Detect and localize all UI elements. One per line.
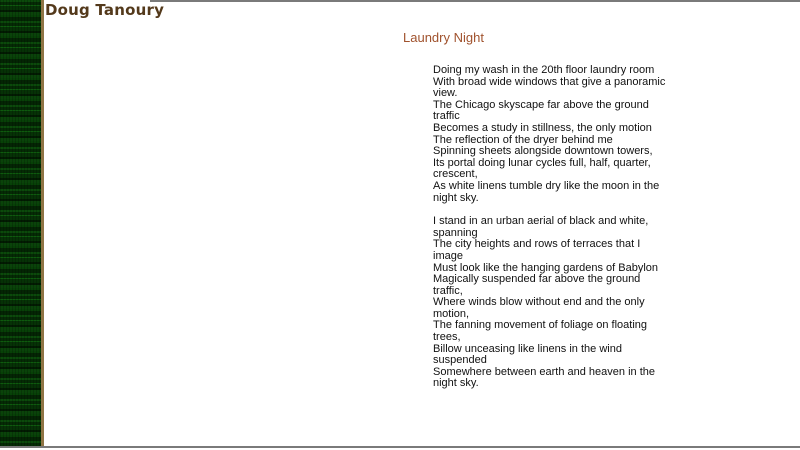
poem-line: The reflection of the dryer behind me bbox=[433, 133, 613, 146]
poem-line: Becomes a study in stillness, the only motion bbox=[433, 121, 652, 134]
top-frame-rule bbox=[150, 0, 800, 2]
poem-line: Magically suspended far above the ground bbox=[433, 273, 641, 286]
poem-line: The city heights and rows of terraces that I bbox=[433, 238, 641, 251]
poem-line: view. bbox=[433, 87, 458, 100]
poem-line: Where winds blow without end and the only bbox=[433, 296, 645, 309]
poem-line: Doing my wash in the 20th floor laundry room bbox=[433, 64, 655, 76]
poem-line: motion, bbox=[433, 307, 470, 320]
poem-line: crescent, bbox=[433, 168, 478, 181]
poem-line: traffic bbox=[433, 110, 460, 123]
poem-line: With broad wide windows that give a panoramic bbox=[433, 75, 666, 88]
poem-line: Billow unceasing like linens in the wind bbox=[433, 342, 622, 355]
author-name: Doug Tanoury bbox=[45, 1, 165, 19]
poem-line: Spinning sheets alongside downtown towers, bbox=[433, 145, 653, 158]
poem-line: Must look like the hanging gardens of Babylon bbox=[433, 261, 659, 274]
poem-title: Laundry Night bbox=[403, 30, 484, 45]
bottom-frame-rule bbox=[0, 446, 800, 448]
poem-stanza bbox=[433, 216, 665, 390]
poem-stanza bbox=[433, 65, 665, 204]
poem-line: image bbox=[433, 249, 463, 262]
poem-line: I stand in an urban aerial of black and white, bbox=[433, 215, 649, 228]
poem-line: The fanning movement of foliage on floating bbox=[433, 319, 648, 332]
poem-line: The Chicago skyscape far above the ground bbox=[433, 98, 649, 111]
poem-line: Its portal doing lunar cycles full, half, quarter, bbox=[433, 156, 651, 169]
poem-line: night sky. bbox=[433, 191, 479, 204]
poem-line: Somewhere between earth and heaven in the bbox=[433, 365, 655, 378]
poem-line: traffic, bbox=[433, 284, 463, 297]
poem-line: As white linens tumble dry like the moon in the bbox=[433, 179, 660, 192]
poem-line: trees, bbox=[433, 331, 461, 344]
poem-line: spanning bbox=[433, 226, 478, 239]
poem-line: suspended bbox=[433, 354, 487, 367]
sidebar-texture bbox=[0, 0, 44, 446]
poem-line: night sky. bbox=[433, 377, 479, 390]
poem-stanzas bbox=[433, 65, 665, 402]
